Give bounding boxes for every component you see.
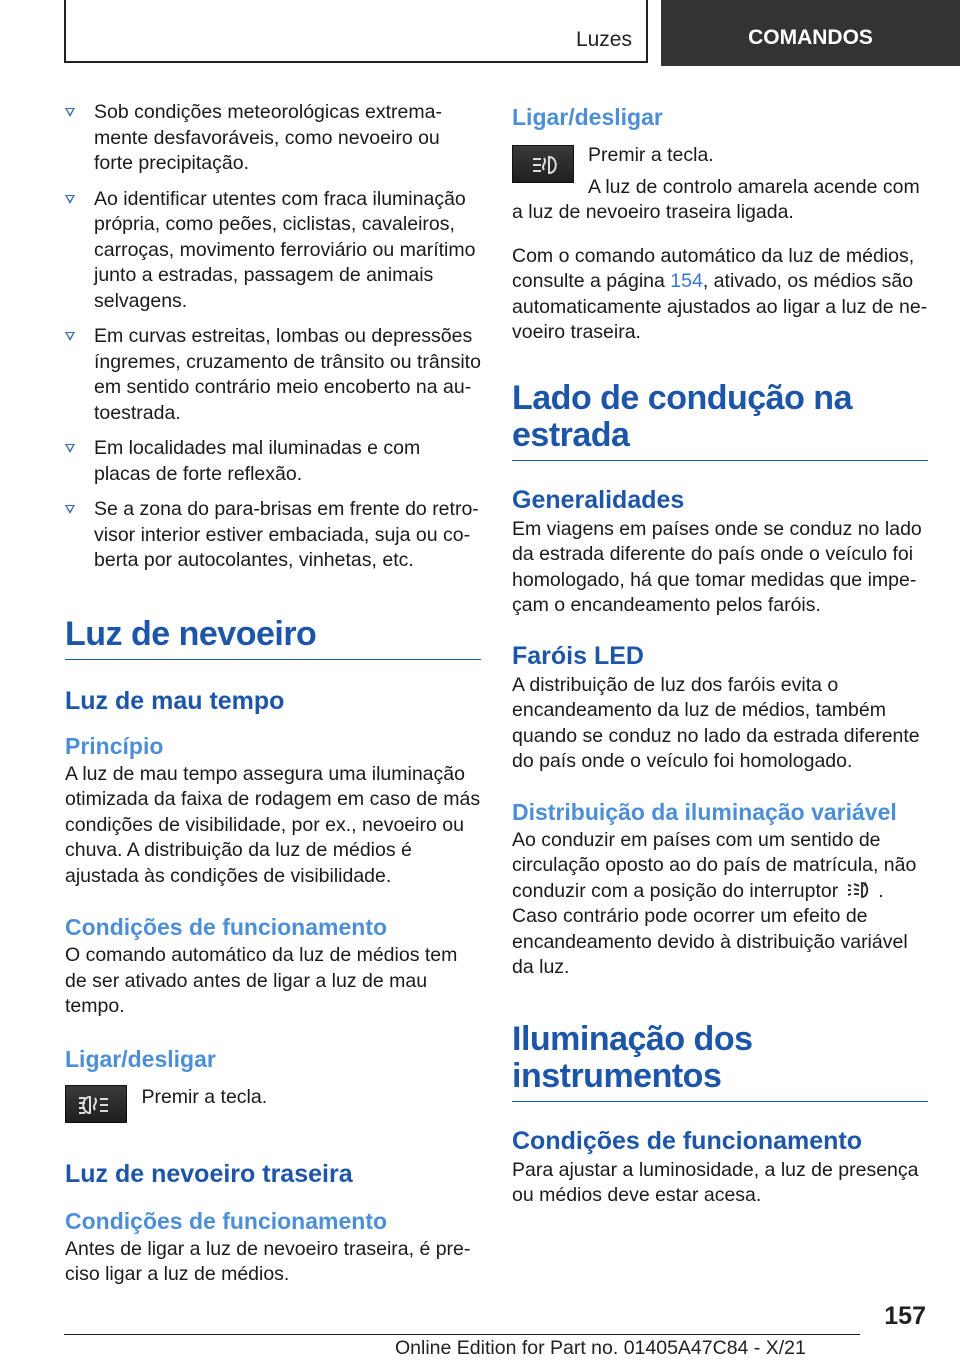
svg-text:A: A <box>863 881 868 889</box>
paragraph-operating-conditions: O comando automático da luz de médios tem de ser ativado antes de ligar a luz de mau tempo. <box>65 944 458 1017</box>
press-button-row <box>65 1085 481 1125</box>
paragraph-operating-conditions-instruments: Para ajustar a luminosidade, a luz de presença ou médios deve estar acesa. <box>512 1158 919 1206</box>
paragraph-general: Em viagens em países onde se conduz no lado da estrada diferente do país onde o veículo foi homologado, há que tomar medidas que impeçam o encandeamento pelos faróis. <box>512 517 922 616</box>
paragraph-auto-low-beam: Com o comando automático da luz de médios, consulte a página 154, ativado, os médios são automaticamente ajustados ao ligar a luz de nevoeiro traseira. <box>512 244 928 343</box>
heading-bad-weather-light: Luz de mau tempo <box>65 686 285 715</box>
header-section-box <box>64 0 648 63</box>
heading-operating-conditions: Condições de funcionamento <box>65 914 388 940</box>
left-column <box>65 100 481 1288</box>
conditions-bullet-list <box>65 100 481 574</box>
press-key-text-rear: Premir a tecla. <box>588 144 714 166</box>
bad-weather-light-button-icon <box>65 1085 127 1123</box>
list-item: Ao identificar utentes com fraca iluminação própria, como peões, ciclistas, cavaleiros, carroças, movimento ferroviário ou marítimo junto a estradas, passagem de animais selvagens. <box>65 187 481 315</box>
list-item: Sob condições meteorológicas extremamente desfavoráveis, como nevoeiro ou forte precipitação. <box>65 100 481 177</box>
list-item: Em curvas estreitas, lombas ou depressões íngremes, cruzamento de trânsito ou trânsito em sentido contrário meio encoberto na autoestrada. <box>65 324 481 426</box>
list-item: Em localidades mal iluminadas e com placas de forte reflexão. <box>65 436 481 487</box>
page-reference-link[interactable]: 154 <box>670 270 703 292</box>
page-number: 157 <box>884 1302 926 1330</box>
press-key-text: Premir a tecla. <box>141 1085 268 1108</box>
triangle-bullet-icon <box>65 444 75 453</box>
list-item: Se a zona do para-brisas em frente do retrovisor interior estiver embaciada, suja ou coberta por autocolantes, vinhetas, etc. <box>65 497 481 574</box>
paragraph-indicator-light: A luz de controlo amarela acende com a luz de nevoeiro traseira ligada. <box>512 175 920 223</box>
footer-divider <box>64 1334 860 1335</box>
paragraph-operating-conditions-rear: Antes de ligar a luz de nevoeiro traseira, é preciso ligar a luz de médios. <box>65 1237 471 1285</box>
rear-fog-light-button-icon <box>512 145 574 183</box>
header-chapter-label: COMANDOS <box>748 26 873 49</box>
right-column <box>512 100 928 1209</box>
heading-fog-light: Luz de nevoeiro <box>65 616 481 660</box>
heading-on-off-rear: Ligar/desligar <box>512 104 663 130</box>
heading-operating-conditions-instruments: Condições de funcionamento <box>512 1126 863 1155</box>
page-header <box>0 0 960 66</box>
paragraph-led-headlights: A distribuição de luz dos faróis evita o encandeamento da luz de médios, também quando se conduz no lado da estrada diferente do país onde o veículo foi homologado. <box>512 673 920 772</box>
heading-led-headlights: Faróis LED <box>512 641 644 670</box>
triangle-bullet-icon <box>65 108 75 117</box>
heading-variable-light-distribution: Distribuição da iluminação variável <box>512 798 897 825</box>
heading-on-off: Ligar/desligar <box>65 1045 216 1072</box>
header-chapter-tab <box>661 0 960 66</box>
triangle-bullet-icon <box>65 505 75 514</box>
rear-fog-button-block <box>512 143 928 226</box>
paragraph-principle: A luz de mau tempo assegura uma iluminação otimizada da faixa de rodagem em caso de más condições de visibilidade, por ex., nevoeiro ou chuva. A distribuição da luz de médios é ajustada às condições de visibilidade. <box>65 762 481 887</box>
heading-operating-conditions-rear: Condições de funcionamento <box>65 1207 388 1234</box>
heading-principle: Princípio <box>65 732 164 759</box>
heading-driving-side: Lado de condução na estrada <box>512 380 928 461</box>
heading-rear-fog-light: Luz de nevoeiro traseira <box>65 1159 353 1188</box>
triangle-bullet-icon <box>65 332 75 341</box>
triangle-bullet-icon <box>65 195 75 204</box>
heading-general: Generalidades <box>512 485 685 514</box>
header-section-title: Luzes <box>575 28 632 51</box>
paragraph-variable-light-distribution: Ao conduzir em países com um sentido de circulação oposto ao do país de matrícula, não conduzir com a posição do interruptor A . Caso contrário pode ocorrer um efeito de encandeamento devido à distribuição variável da luz. <box>512 828 917 978</box>
footer-edition-text: Online Edition for Part no. 01405A47C84 - X/21 <box>395 1337 806 1359</box>
heading-instrument-lighting: Iluminação dos instrumentos <box>512 1021 928 1102</box>
headlight-switch-position-icon <box>844 879 872 901</box>
